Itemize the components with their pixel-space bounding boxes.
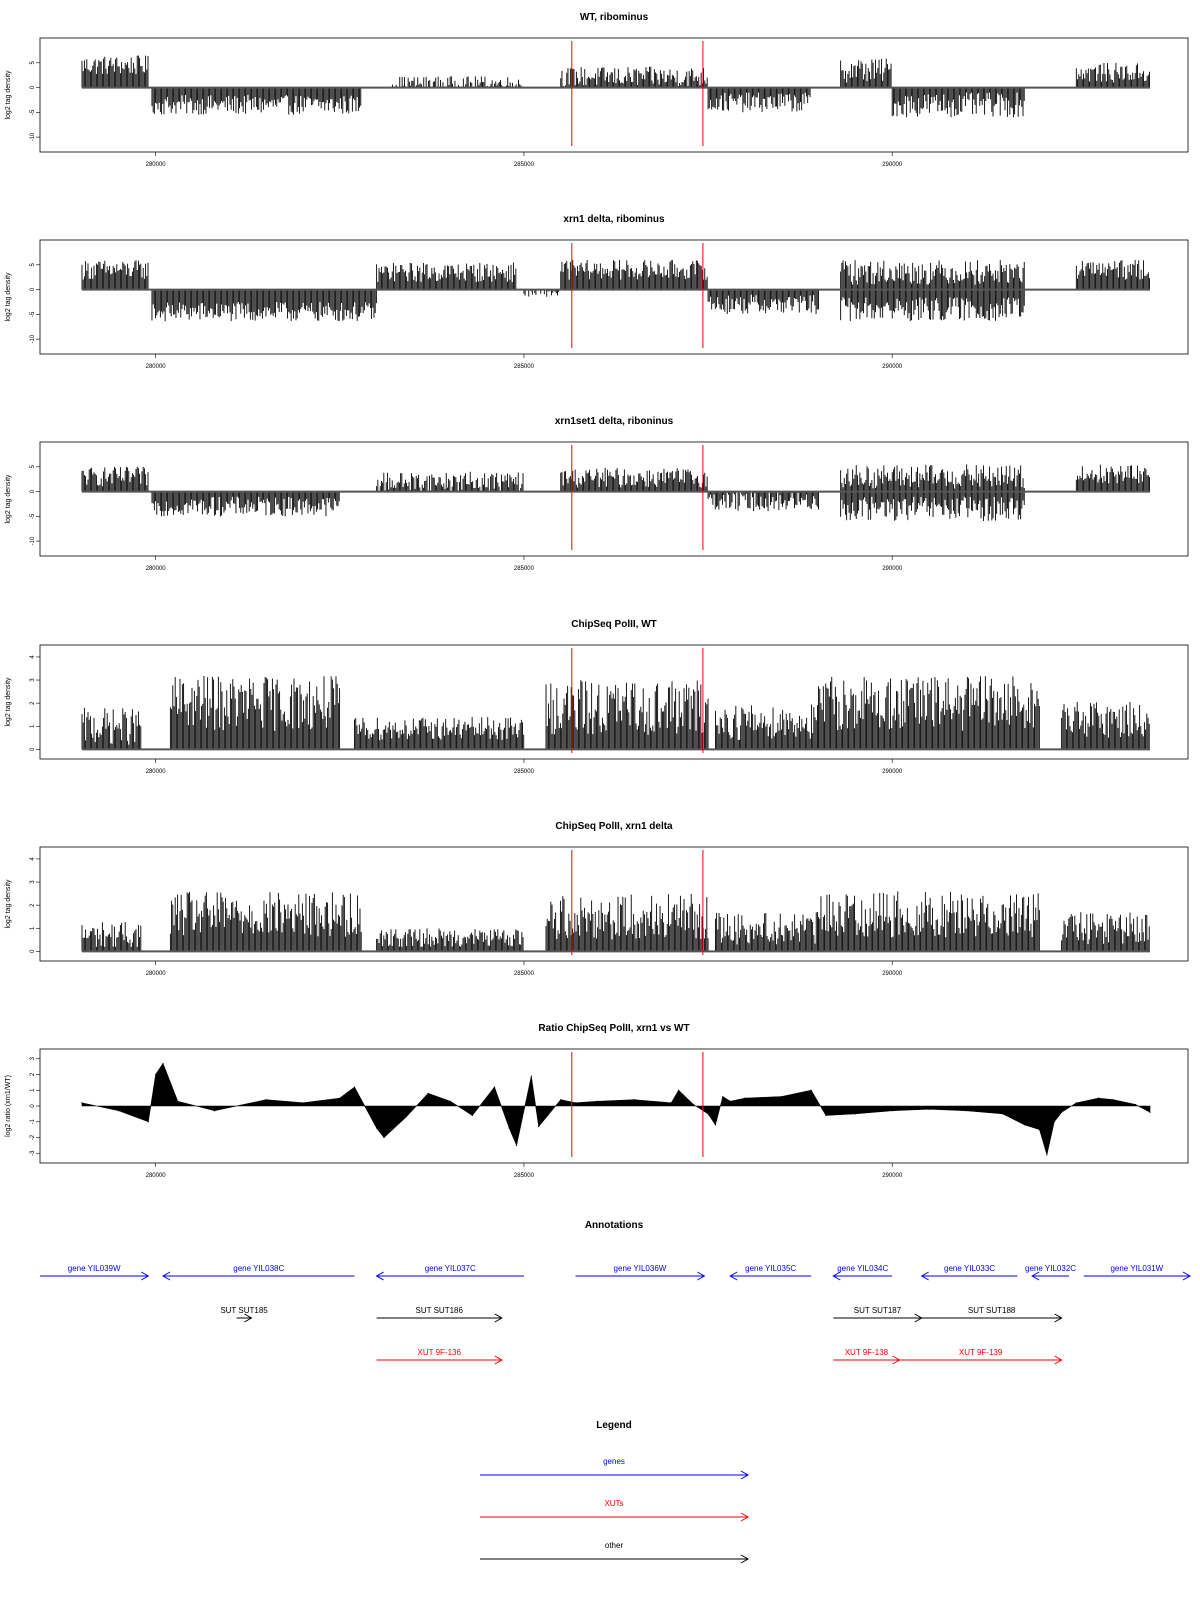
- signal-segment: [708, 88, 810, 113]
- y-tick-label: -5: [30, 311, 36, 318]
- ratio-point: [1135, 1104, 1136, 1105]
- ratio-point: [781, 1096, 782, 1097]
- ratio-point: [707, 1113, 708, 1114]
- y-tick-label: 0: [30, 949, 36, 954]
- signal-segment: [546, 680, 708, 749]
- ratio-point: [730, 1101, 731, 1102]
- annotation-feature: [900, 1348, 1062, 1364]
- signal-segment: [152, 88, 361, 115]
- annotation-feature: [833, 1264, 892, 1280]
- panel-3: [5, 416, 1188, 572]
- signal-segment: [561, 260, 707, 290]
- feature-label: XUT 9F-139: [958, 1348, 1003, 1357]
- ratio-point: [148, 1121, 149, 1122]
- x-tick-label: 285000: [513, 769, 534, 775]
- signal-segment: [841, 59, 891, 88]
- y-tick-label: 0: [30, 747, 36, 752]
- ratio-point: [811, 1090, 812, 1091]
- ratio-point: [162, 1063, 163, 1064]
- signal-segment: [892, 88, 1024, 118]
- annotation-feature: [833, 1348, 899, 1364]
- ratio-point: [81, 1102, 82, 1103]
- ratio-point: [1039, 1129, 1040, 1130]
- annotation-feature: [163, 1264, 355, 1280]
- legend-label: other: [604, 1541, 624, 1550]
- ratio-point: [693, 1104, 694, 1105]
- y-axis-label: log2 tag density: [5, 879, 12, 929]
- annotation-feature: [377, 1348, 502, 1364]
- ratio-point: [634, 1099, 635, 1100]
- signal-segment: [1062, 702, 1150, 749]
- feature-label: gene YIL038C: [233, 1264, 285, 1273]
- x-tick-label: 280000: [145, 162, 166, 168]
- y-tick-label: 1: [30, 926, 36, 930]
- ratio-point: [383, 1137, 384, 1138]
- y-tick-label: 4: [30, 655, 36, 659]
- ratio-point: [1024, 1124, 1025, 1125]
- signal-segment: [152, 492, 339, 517]
- panel-title: ChipSeq PolII, xrn1 delta: [555, 821, 673, 832]
- signal-segment: [152, 290, 376, 322]
- feature-label: gene YIL037C: [424, 1264, 476, 1273]
- x-tick-label: 290000: [882, 769, 903, 775]
- signal-segment: [546, 894, 708, 951]
- feature-label: XUT 9F-138: [844, 1348, 889, 1357]
- y-tick-label: 0: [30, 287, 36, 292]
- y-tick-label: -2: [30, 1134, 36, 1141]
- signal-segment: [708, 290, 818, 315]
- legend-item: [480, 1499, 748, 1521]
- ratio-point: [509, 1127, 510, 1128]
- feature-label: gene YIL033C: [944, 1264, 996, 1273]
- data-layer: [82, 55, 1150, 117]
- data-layer: [81, 1063, 1150, 1156]
- ratio-point: [965, 1110, 966, 1111]
- signal-segment: [377, 928, 523, 951]
- panel-title: ChipSeq PolII, WT: [571, 619, 657, 630]
- signal-segment: [819, 676, 1040, 749]
- ratio-point: [575, 1102, 576, 1103]
- ratio-point: [266, 1099, 267, 1100]
- legend-label: XUTs: [604, 1499, 624, 1508]
- annotation-feature: [1025, 1264, 1076, 1280]
- feature-label: SUT SUT188: [967, 1306, 1016, 1315]
- ratio-point: [671, 1102, 672, 1103]
- feature-label: gene YIL036W: [613, 1264, 667, 1273]
- ratio-point: [1149, 1112, 1150, 1113]
- panel-5: [5, 821, 1188, 977]
- x-tick-label: 285000: [513, 364, 534, 370]
- signal-segment: [561, 468, 707, 492]
- signal-segment: [170, 892, 361, 951]
- legend-panel: [480, 1420, 748, 1563]
- ratio-point: [1098, 1098, 1099, 1099]
- feature-label: gene YIL035C: [745, 1264, 797, 1273]
- signal-segment: [708, 492, 818, 512]
- ratio-point: [118, 1110, 119, 1111]
- annotation-feature: [922, 1306, 1062, 1322]
- signal-segment: [841, 260, 1025, 289]
- legend-title: Legend: [596, 1420, 632, 1431]
- ratio-area: [82, 1063, 1150, 1154]
- feature-label: SUT SUT186: [415, 1306, 463, 1315]
- signal-segment: [524, 290, 560, 297]
- ratio-point: [472, 1115, 473, 1116]
- panel-title: xrn1set1 delta, riboninus: [554, 416, 674, 427]
- signal-segment: [561, 67, 707, 88]
- data-layer: [82, 260, 1150, 321]
- annotation-feature: [1084, 1264, 1190, 1280]
- y-tick-label: -3: [30, 1150, 36, 1156]
- data-layer: [82, 676, 1150, 749]
- panel-1: [5, 12, 1188, 168]
- annotation-feature: [377, 1306, 502, 1322]
- y-tick-label: 2: [30, 1072, 36, 1077]
- data-layer: [82, 464, 1150, 521]
- y-axis-label: log2 tag density: [5, 272, 12, 322]
- ratio-point: [560, 1099, 561, 1100]
- annotation-feature: [220, 1306, 268, 1322]
- y-tick-label: 3: [30, 880, 36, 884]
- ratio-point: [722, 1096, 723, 1097]
- panel-2: [5, 214, 1188, 370]
- feature-label: gene YIL031W: [1110, 1264, 1164, 1273]
- signal-segment: [355, 717, 524, 749]
- ratio-point: [744, 1098, 745, 1099]
- signal-segment: [391, 76, 523, 87]
- ratio-point: [177, 1101, 178, 1102]
- x-tick-label: 290000: [882, 162, 903, 168]
- annotations-title: Annotations: [584, 1220, 644, 1231]
- signal-segment: [1062, 912, 1150, 951]
- y-tick-label: 2: [30, 903, 36, 907]
- panel-title: Ratio ChipSeq PolII, xrn1 vs WT: [538, 1023, 690, 1034]
- annotation-feature: [922, 1264, 1018, 1280]
- ratio-point: [1046, 1154, 1047, 1155]
- y-tick-label: -5: [30, 513, 36, 520]
- annotations-panel: [40, 1220, 1190, 1364]
- feature-label: SUT SUT187: [853, 1306, 902, 1315]
- y-axis-label: log2 tag density: [5, 70, 12, 120]
- signal-segment: [377, 472, 523, 492]
- ratio-point: [450, 1101, 451, 1102]
- ratio-point: [155, 1074, 156, 1075]
- ratio-point: [516, 1145, 517, 1146]
- ratio-point: [1061, 1112, 1062, 1113]
- ratio-point: [428, 1093, 429, 1094]
- ratio-point: [354, 1086, 355, 1087]
- x-tick-label: 280000: [145, 566, 166, 572]
- annotation-feature: [40, 1264, 148, 1280]
- signal-segment: [715, 705, 817, 750]
- y-tick-label: -10: [30, 132, 36, 142]
- ratio-point: [494, 1086, 495, 1087]
- y-tick-label: 1: [30, 724, 36, 728]
- feature-label: gene YIL032C: [1025, 1264, 1077, 1273]
- x-tick-label: 290000: [882, 566, 903, 572]
- y-tick-label: -10: [30, 334, 36, 344]
- annotation-feature: [575, 1264, 704, 1280]
- x-tick-label: 285000: [513, 971, 534, 977]
- y-tick-label: 5: [30, 465, 36, 469]
- signal-segment: [82, 708, 141, 750]
- signal-segment: [1076, 465, 1149, 492]
- x-tick-label: 280000: [145, 364, 166, 370]
- legend-item: [480, 1457, 748, 1479]
- x-tick-label: 290000: [882, 971, 903, 977]
- y-tick-label: 2: [30, 701, 36, 705]
- signal-segment: [82, 922, 141, 951]
- panel-6: [5, 1023, 1188, 1179]
- y-tick-label: 3: [30, 1057, 36, 1061]
- y-tick-label: 1: [30, 1088, 36, 1092]
- ratio-point: [892, 1110, 893, 1111]
- legend-item: [480, 1541, 748, 1563]
- ratio-point: [538, 1126, 539, 1127]
- x-tick-label: 280000: [145, 1173, 166, 1179]
- annotation-feature: [833, 1306, 921, 1322]
- ratio-point: [531, 1075, 532, 1076]
- ratio-point: [597, 1101, 598, 1102]
- feature-label: gene YIL034C: [837, 1264, 889, 1273]
- y-tick-label: 4: [30, 857, 36, 861]
- ratio-point: [928, 1109, 929, 1110]
- ratio-point: [1076, 1102, 1077, 1103]
- y-tick-label: -5: [30, 109, 36, 116]
- y-tick-label: -10: [30, 536, 36, 546]
- signal-segment: [1076, 63, 1149, 88]
- legend-label: genes: [603, 1457, 625, 1466]
- annotation-feature: [377, 1264, 524, 1280]
- x-tick-label: 290000: [882, 364, 903, 370]
- annotation-feature: [730, 1264, 811, 1280]
- ratio-point: [825, 1115, 826, 1116]
- ratio-point: [376, 1127, 377, 1128]
- signal-segment: [715, 912, 817, 951]
- signal-segment: [82, 467, 148, 492]
- signal-segment: [819, 892, 1040, 952]
- signal-segment: [82, 55, 148, 87]
- x-tick-label: 285000: [513, 162, 534, 168]
- ratio-point: [214, 1110, 215, 1111]
- ratio-point: [405, 1116, 406, 1117]
- y-axis-label: log2 tag density: [5, 474, 12, 524]
- ratio-point: [1113, 1099, 1114, 1100]
- ratio-point: [1054, 1121, 1055, 1122]
- signal-segment: [841, 290, 1025, 322]
- ratio-point: [302, 1102, 303, 1103]
- data-layer: [82, 892, 1150, 952]
- y-tick-label: 0: [30, 85, 36, 90]
- y-tick-label: 0: [30, 489, 36, 494]
- panel-title: xrn1 delta, ribominus: [563, 214, 665, 225]
- ratio-point: [715, 1124, 716, 1125]
- y-tick-label: 0: [30, 1104, 36, 1108]
- y-axis-label: log2 tag density: [5, 677, 12, 727]
- feature-label: SUT SUT185: [220, 1306, 268, 1315]
- signal-segment: [841, 464, 1025, 491]
- y-tick-label: -1: [30, 1119, 36, 1125]
- y-tick-label: 3: [30, 678, 36, 682]
- x-tick-label: 285000: [513, 1173, 534, 1179]
- x-tick-label: 285000: [513, 566, 534, 572]
- feature-label: XUT 9F-136: [417, 1348, 461, 1357]
- y-tick-label: 5: [30, 61, 36, 65]
- signal-segment: [82, 260, 148, 289]
- x-tick-label: 280000: [145, 769, 166, 775]
- signal-segment: [170, 676, 339, 749]
- y-tick-label: 5: [30, 263, 36, 267]
- signal-segment: [377, 263, 516, 290]
- feature-label: gene YIL039W: [67, 1264, 121, 1273]
- ratio-point: [1002, 1113, 1003, 1114]
- ratio-point: [339, 1098, 340, 1099]
- panel-4: [5, 619, 1188, 775]
- x-tick-label: 290000: [882, 1173, 903, 1179]
- x-tick-label: 280000: [145, 971, 166, 977]
- signal-segment: [841, 492, 1025, 521]
- y-axis-label: log2 ratio (xrn1/WT): [5, 1075, 12, 1137]
- signal-segment: [1076, 260, 1149, 290]
- ratio-point: [855, 1113, 856, 1114]
- ratio-point: [678, 1090, 679, 1091]
- panel-title: WT, ribominus: [579, 12, 649, 23]
